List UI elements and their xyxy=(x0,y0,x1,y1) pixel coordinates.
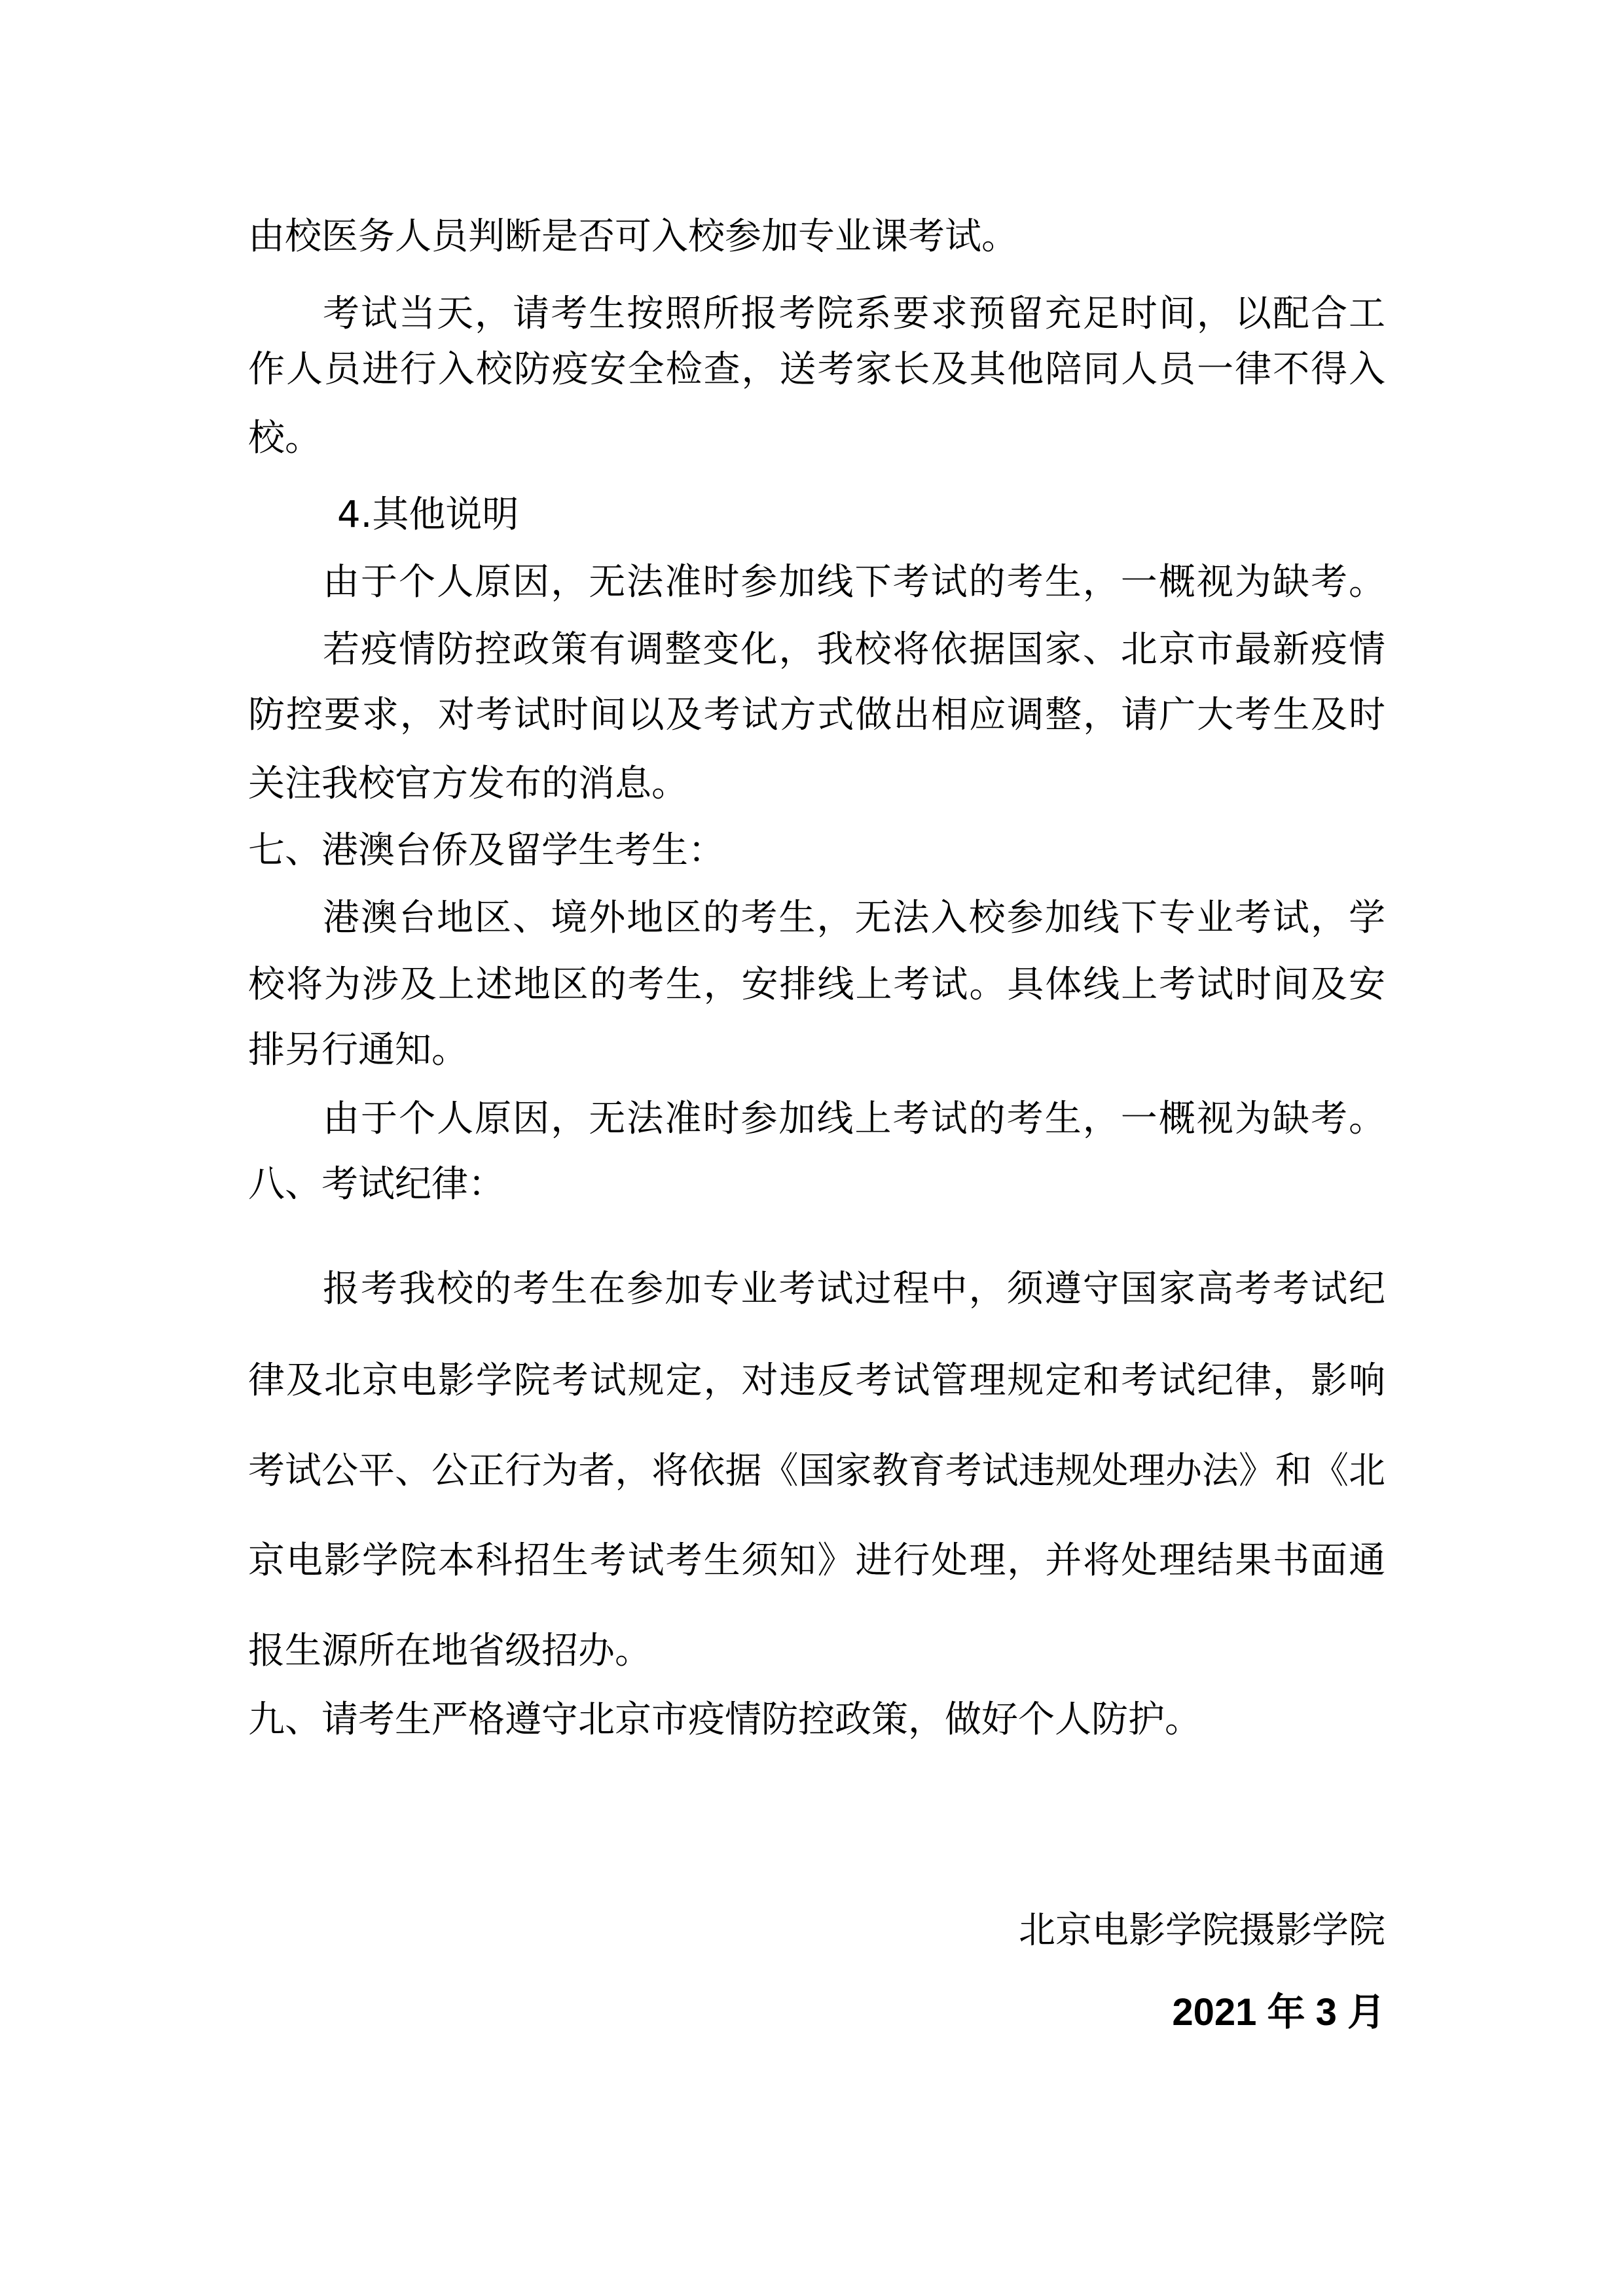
paragraph-line-20: 报生源所在地省级招办。 xyxy=(248,1630,651,1672)
paragraph-line-3: 作人员进行入校防疫安全检查，送考家长及其他陪同人员一律不得入 xyxy=(248,348,1385,391)
signature-organization: 北京电影学院摄影学院 xyxy=(1019,1909,1385,1952)
paragraph-line-13: 排另行通知。 xyxy=(248,1029,468,1071)
paragraph-line-12: 校将为涉及上述地区的考生，安排线上考试。具体线上考试时间及安 xyxy=(248,963,1385,1006)
paragraph-line-19: 京电影学院本科招生考试考生须知》进行处理，并将处理结果书面通 xyxy=(248,1539,1385,1582)
paragraph-line-17: 律及北京电影学院考试规定，对违反考试管理规定和考试纪律，影响 xyxy=(248,1359,1385,1402)
section-heading-4-other: 4.其他说明 xyxy=(337,493,519,536)
paragraph-line-8: 防控要求，对考试时间以及考试方式做出相应调整，请广大考生及时 xyxy=(248,694,1385,736)
section-heading-9: 九、请考生严格遵守北京市疫情防控政策，做好个人防护。 xyxy=(248,1698,1201,1741)
paragraph-line-9: 关注我校官方发布的消息。 xyxy=(248,762,688,805)
section-heading-8: 八、考试纪律： xyxy=(248,1163,505,1206)
paragraph-line-18: 考试公平、公正行为者，将依据《国家教育考试违规处理办法》和《北 xyxy=(248,1450,1385,1492)
paragraph-line-16: 报考我校的考生在参加专业考试过程中，须遵守国家高考考试纪 xyxy=(323,1268,1385,1310)
section-heading-7: 七、港澳台侨及留学生考生： xyxy=(248,829,725,872)
paragraph-line-6: 由于个人原因，无法准时参加线下考试的考生，一概视为缺考。 xyxy=(323,561,1385,603)
paragraph-line-2: 考试当天，请考生按照所报考院系要求预留充足时间，以配合工 xyxy=(323,293,1385,335)
paragraph-line-7: 若疫情防控政策有调整变化，我校将依据国家、北京市最新疫情 xyxy=(323,628,1385,671)
paragraph-line-11: 港澳台地区、境外地区的考生，无法入校参加线下专业考试，学 xyxy=(323,897,1385,939)
signature-date: 2021 年 3 月 xyxy=(1172,1991,1385,2034)
paragraph-line-4: 校。 xyxy=(248,417,321,459)
paragraph-line-14: 由于个人原因，无法准时参加线上考试的考生，一概视为缺考。 xyxy=(323,1098,1385,1140)
paragraph-line-1: 由校医务人员判断是否可入校参加专业课考试。 xyxy=(248,215,1018,258)
